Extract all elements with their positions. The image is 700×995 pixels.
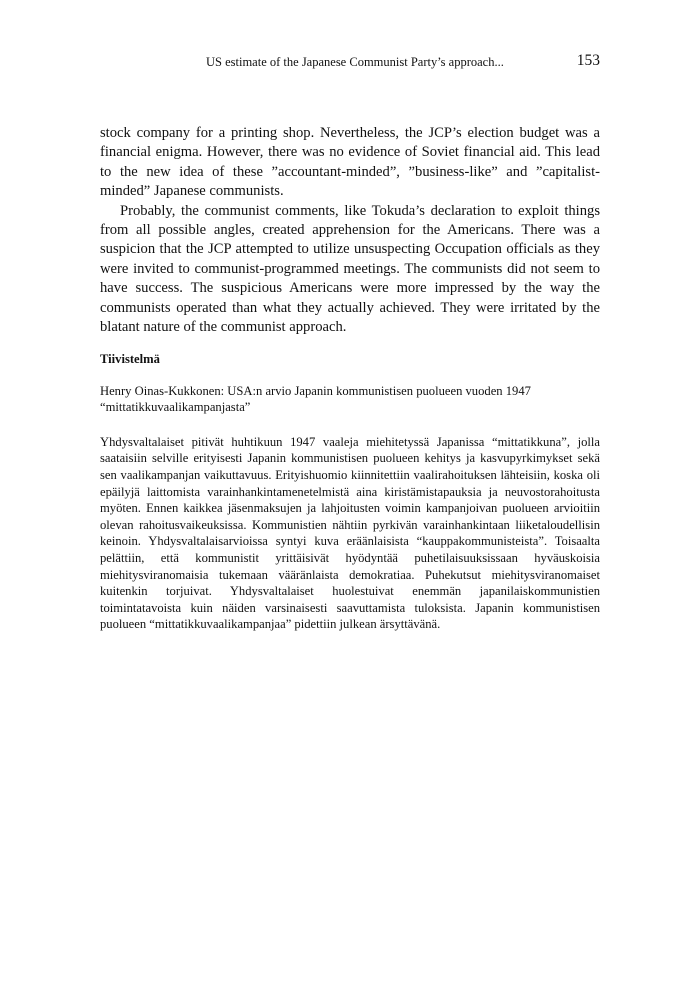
body-paragraph: stock company for a printing shop. Nevertheless, the JCP’s election budget was a financial enigma. However, there was no evidence of Soviet financial aid. This lead to the new idea of these ”accountant-minded”, ”business-like” and ”capitalist-minded” Japanese communists.: [100, 125, 600, 200]
summary-author-title: Henry Oinas-Kukkonen: USA:n arvio Japanin kommunistisen puolueen vuoden 1947 “mittatikkuvaalikampanjasta”: [100, 384, 531, 415]
page-number: 153: [576, 52, 600, 69]
summary-heading: Tiivistelmä: [100, 352, 160, 366]
finnish-summary-section: [100, 351, 600, 633]
running-header: [100, 52, 600, 72]
main-body-text: [100, 124, 600, 337]
summary-paragraph: Yhdysvaltalaiset pitivät huhtikuun 1947 vaaleja miehitetyssä Japanissa “mittatikkuna”, jolla saataisiin selville erityisesti Japanin kommunistisen puolueen kehitys ja kasvupyrkimykset sekä sen vaalikampanjan vaikuttavuus. Erityishuomio kiinnitettiin vaalirahoituksen lähteisiin, koska oli epäilyjä laittomista varainhankintamenetelmistä aina kiristämistapauksia ja neuvostorahoitusta myöten. Ennen kaikkea jäsenmaksujen ja lahjoitusten voimin kampanjoivan puolueen arvioitiin olevan rahoitusvaikeuksissa. Kommunistien nähtiin pyrkivän varainhankintaan liiketaloudellisin keinoin. Yhdysvaltalaisarvioissa syntyi kuva eräänlaisista “kauppakommunisteista”. Toisaalta pelättiin, että kommunistit yrittäisivät hyödyntää puhetilaisuuksissaan hyväuskoisia miehitysviranomaisia tukemaan vääränlaista demokratiaa. Puhekutsut miehitysviranomaiset kuitenkin torjuivat. Yhdysvaltalaiset huolestuivat enemmän japanilaiskommunistien toimintatavoista kuin näiden varsinaisesti saavuttamista tuloksista. Japanin kommunistisen puolueen “mittatikkuvaalikampanjaa” pidettiin julkean ärsyttävänä.: [100, 434, 600, 632]
body-paragraph: Probably, the communist comments, like Tokuda’s declaration to exploit things from all possible angles, created apprehension for the Americans. There was a suspicion that the JCP attempted to utilize unsuspecting Occupation officials as they were invited to communist-programmed meetings. The communists did not seem to have success. The suspicious Americans were more impressed by the way the communists operated than what they actually achieved. They were irritated by the blatant nature of the communist approach.: [100, 202, 600, 336]
running-title: US estimate of the Japanese Communist Party’s approach...: [206, 55, 504, 69]
